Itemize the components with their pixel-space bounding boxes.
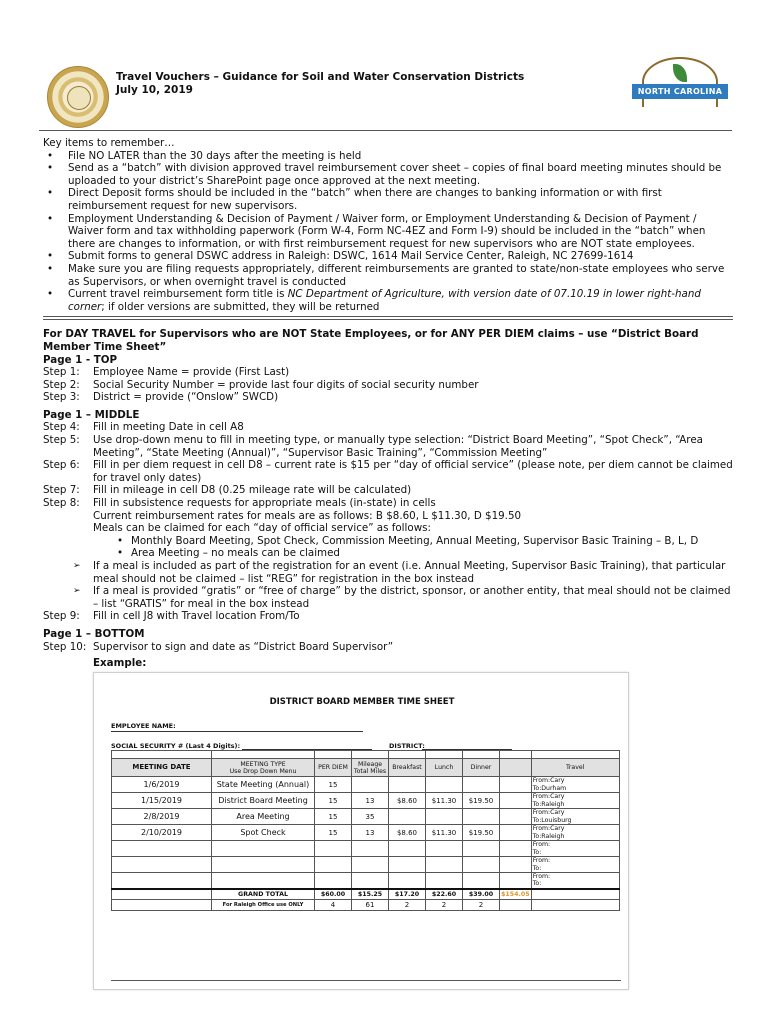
- step-label: Step 3:: [43, 391, 80, 404]
- travel-from: From:Cary: [532, 777, 565, 785]
- travel-from: From:Cary: [532, 825, 565, 833]
- cell-blank: [500, 857, 532, 873]
- cell-blank: [112, 889, 212, 900]
- travel-from: From:Cary: [532, 809, 565, 817]
- key-items-list: [43, 150, 733, 314]
- cell-dinner: [463, 873, 500, 889]
- cell-date: 2/8/2019: [112, 809, 212, 825]
- nc-logo-text: NORTH CAROLINA: [632, 84, 728, 99]
- meal-claim-item: • Area Meeting – no meals can be claimed: [93, 547, 733, 560]
- step-text: Social Security Number = provide last four digits of social security number: [93, 378, 479, 391]
- sheet-title: DISTRICT BOARD MEMBER TIME SHEET: [269, 697, 455, 707]
- step-text: Supervisor to sign and date as “District Board Supervisor”: [93, 640, 394, 653]
- cell-type: [212, 841, 315, 857]
- step-text: Use drop-down menu to fill in meeting type, or manually type selection: “District Board Meeting”, “Spot Check”, “Area Meeting”, “State Meeting (Annual)”, “Supervisor Basic Training”, “Commission Meeting”: [93, 434, 703, 459]
- cell-lunch: [426, 777, 463, 793]
- col-header-dinner: Dinner: [463, 759, 500, 777]
- col-header-blank: [500, 759, 532, 777]
- employee-name-label: EMPLOYEE NAME:: [111, 722, 176, 730]
- meal-exception-list: [73, 560, 733, 610]
- raleigh-office-row: [112, 900, 620, 911]
- cell-travel: [531, 857, 619, 873]
- sheet-bottom-line: [111, 980, 621, 981]
- meal-claim-item: • Monthly Board Meeting, Spot Check, Commission Meeting, Annual Meeting, Supervisor Basic Training – B, L, D: [93, 535, 733, 548]
- cell-blank: [112, 900, 212, 911]
- raleigh-mileage: 61: [352, 900, 389, 911]
- travel-to: To:: [532, 848, 542, 856]
- cell-lunch: [426, 809, 463, 825]
- table-spacer-row: [112, 751, 620, 759]
- col-header-lunch: Lunch: [426, 759, 463, 777]
- step-text: Employee Name = provide (First Last): [93, 366, 290, 379]
- travel-to: To:Raleigh: [532, 832, 565, 840]
- key-items-heading: Key items to remember…: [43, 137, 175, 149]
- cell-blank: [500, 841, 532, 857]
- cell-breakfast: [389, 873, 426, 889]
- cell-date: [112, 841, 212, 857]
- table-row: [112, 793, 620, 809]
- step-label: Step 8:: [43, 497, 80, 510]
- step-text: Fill in per diem request in cell D8 – current rate is $15 per “day of official service” (please note, per diem cannot be claimed for travel only dates): [93, 459, 733, 484]
- key-item: [43, 288, 733, 313]
- cell-per-diem: 15: [315, 793, 352, 809]
- cell-per-diem: 15: [315, 825, 352, 841]
- cell-blank: [500, 809, 532, 825]
- step: [43, 366, 733, 379]
- meal-exception-item: ➢ If a meal is provided “gratis” or “free of charge” by the district, sponsor, or another entity, that meal should not be claimed – list “GRATIS” for meal in the box instead: [73, 585, 733, 610]
- cell-type: Area Meeting: [212, 809, 315, 825]
- cell-per-diem: [315, 841, 352, 857]
- travel-to: To:: [532, 880, 542, 888]
- col-header-mileage: Mileage Total Miles: [352, 759, 389, 777]
- meal-claim-list: [93, 535, 733, 560]
- step-text: Fill in meeting Date in cell A8: [93, 421, 244, 434]
- step-label: Step 9:: [43, 610, 80, 623]
- grand-total-label: GRAND TOTAL: [212, 889, 315, 900]
- key-item: • Make sure you are filing requests appropriately, different reimbursements are granted to state/non-state employees who serve as Supervisors, or when overnight travel is conducted: [43, 263, 733, 288]
- cell-breakfast: $8.60: [389, 793, 426, 809]
- cell-mileage: [352, 777, 389, 793]
- cell-mileage: 35: [352, 809, 389, 825]
- nc-state-seal-icon: [47, 66, 109, 128]
- cell-dinner: $19.50: [463, 825, 500, 841]
- header-divider: [39, 130, 732, 131]
- col-header-breakfast: Breakfast: [389, 759, 426, 777]
- key-item-text: Current travel reimbursement form title is: [68, 288, 288, 301]
- cell-blank: [500, 825, 532, 841]
- step: [43, 434, 733, 459]
- step-text: Fill in mileage in cell D8 (0.25 mileage rate will be calculated): [93, 484, 412, 497]
- cell-blank: [531, 900, 619, 911]
- cell-lunch: $11.30: [426, 825, 463, 841]
- raleigh-per-diem: 4: [315, 900, 352, 911]
- time-sheet-table: [111, 750, 620, 911]
- example-time-sheet: [93, 672, 629, 990]
- travel-from: From:: [532, 873, 551, 880]
- meal-exception-item: ➢ If a meal is included as part of the registration for an event (i.e. Annual Meeting, Supervisor Basic Training), that particular meal should not be claimed – list “REG” for registration in the box instead: [73, 560, 733, 585]
- cell-blank: [531, 889, 619, 900]
- table-row: [112, 873, 620, 889]
- total-per-diem: $60.00: [315, 889, 352, 900]
- example-label: Example:: [93, 657, 147, 670]
- step: [43, 484, 733, 497]
- cell-breakfast: $8.60: [389, 825, 426, 841]
- table-row: [112, 841, 620, 857]
- cell-mileage: 13: [352, 793, 389, 809]
- cell-mileage: 13: [352, 825, 389, 841]
- cell-travel: [531, 841, 619, 857]
- travel-to: To:: [532, 864, 542, 872]
- table-header-row: [112, 759, 620, 777]
- step-text: Fill in subsistence requests for appropriate meals (in-state) in cells: [93, 497, 436, 510]
- cell-blank: [500, 777, 532, 793]
- step-label: Step 7:: [43, 484, 80, 497]
- col-header-date: MEETING DATE: [112, 759, 212, 777]
- table-row: [112, 777, 620, 793]
- col-header-type: MEETING TYPE Use Drop Down Menu: [212, 759, 315, 777]
- document-body: [43, 137, 733, 670]
- cell-date: 2/10/2019: [112, 825, 212, 841]
- step: [43, 379, 733, 392]
- col-header-per-diem: PER DIEM: [315, 759, 352, 777]
- travel-to: To:Louisburg: [532, 816, 572, 824]
- meal-rates: Current reimbursement rates for meals are as follows: B $8.60, L $11.30, D $19.50: [93, 509, 522, 522]
- cell-type: [212, 873, 315, 889]
- total-dinner: $39.00: [463, 889, 500, 900]
- cell-breakfast: [389, 809, 426, 825]
- cell-lunch: [426, 857, 463, 873]
- step-label: Step 5:: [43, 434, 80, 447]
- grand-total-amount: $154.05: [500, 889, 532, 900]
- cell-blank: [500, 873, 532, 889]
- page-middle-heading: Page 1 – MIDDLE: [43, 408, 140, 421]
- cell-date: 1/6/2019: [112, 777, 212, 793]
- soil-water-logo-icon: [628, 57, 732, 107]
- cell-date: 1/15/2019: [112, 793, 212, 809]
- raleigh-dinner: 2: [463, 900, 500, 911]
- key-item-form-title: NC Department of Agriculture, with version date of 07.10.19 in lower right-hand corner: [68, 288, 701, 313]
- cell-dinner: [463, 857, 500, 873]
- total-mileage: $15.25: [352, 889, 389, 900]
- cell-travel: [531, 793, 619, 809]
- employee-name-line: [111, 731, 363, 732]
- raleigh-office-label: For Raleigh Office use ONLY: [212, 900, 315, 911]
- cell-type: State Meeting (Annual): [212, 777, 315, 793]
- travel-to: To:Durham: [532, 784, 567, 792]
- raleigh-lunch: 2: [426, 900, 463, 911]
- key-item: • File NO LATER than the 30 days after the meeting is held: [43, 150, 733, 163]
- section-divider: [43, 319, 733, 320]
- key-item: • Direct Deposit forms should be included in the “batch” when there are changes to banking information or with first reimbursement request for new supervisors.: [43, 187, 733, 212]
- cell-mileage: [352, 857, 389, 873]
- page-bottom-heading: Page 1 – BOTTOM: [43, 627, 145, 640]
- raleigh-breakfast: 2: [389, 900, 426, 911]
- cell-per-diem: [315, 857, 352, 873]
- total-lunch: $22.60: [426, 889, 463, 900]
- cell-lunch: $11.30: [426, 793, 463, 809]
- step: [43, 459, 733, 484]
- cell-travel: [531, 777, 619, 793]
- step-text: District = provide (“Onslow” SWCD): [93, 391, 279, 404]
- step-label: Step 2:: [43, 378, 80, 391]
- travel-from: From:Cary: [532, 793, 565, 801]
- cell-type: District Board Meeting: [212, 793, 315, 809]
- page-top-heading: Page 1 - TOP: [43, 353, 118, 366]
- title-line-1: Travel Vouchers – Guidance for Soil and Water Conservation Districts: [116, 71, 525, 83]
- cell-blank: [500, 900, 532, 911]
- key-item-text: ; if older versions are submitted, they will be returned: [101, 300, 380, 313]
- grand-total-row: [112, 889, 620, 900]
- meal-claim-note: Meals can be claimed for each “day of official service” as follows:: [93, 522, 431, 535]
- key-item: • Employment Understanding & Decision of Payment / Waiver form, or Employment Understanding & Decision of Payment / Waiver form and tax withholding paperwork (Form W-4, Form NC-4EZ and Form I-9) should be included in the “batch” when there are changes to information, or with first reimbursement request for new supervisors who are NOT state employees.: [43, 213, 733, 251]
- cell-type: [212, 857, 315, 873]
- district-label: DISTRICT:: [389, 742, 425, 750]
- col-header-travel: Travel: [531, 759, 619, 777]
- cell-dinner: [463, 841, 500, 857]
- key-item: • Send as a “batch” with division approved travel reimbursement cover sheet – copies of final board meeting minutes should be uploaded to your district’s SharePoint page once approved at the next meeting.: [43, 162, 733, 187]
- step-label: Step 4:: [43, 421, 80, 434]
- cell-dinner: [463, 809, 500, 825]
- cell-dinner: $19.50: [463, 793, 500, 809]
- cell-travel: [531, 873, 619, 889]
- document-header: [0, 0, 770, 135]
- travel-from: From:: [532, 841, 551, 849]
- step-label: Step 1:: [43, 366, 80, 379]
- cell-travel: [531, 825, 619, 841]
- step: [43, 610, 733, 623]
- title-line-2: July 10, 2019: [116, 84, 193, 96]
- cell-blank: [500, 793, 532, 809]
- cell-per-diem: 15: [315, 809, 352, 825]
- cell-lunch: [426, 841, 463, 857]
- document-title: [116, 71, 524, 97]
- ssn-label: SOCIAL SECURITY # (Last 4 Digits):: [111, 742, 241, 750]
- cell-mileage: [352, 841, 389, 857]
- cell-travel: [531, 809, 619, 825]
- step: [43, 391, 733, 404]
- cell-per-diem: 15: [315, 777, 352, 793]
- table-row: [112, 809, 620, 825]
- key-item: • Submit forms to general DSWC address in Raleigh: DSWC, 1614 Mail Service Center, Raleigh, NC 27699-1614: [43, 250, 733, 263]
- cell-mileage: [352, 873, 389, 889]
- cell-dinner: [463, 777, 500, 793]
- travel-to: To:Raleigh: [532, 800, 565, 808]
- step: [43, 641, 733, 654]
- travel-from: From:: [532, 857, 551, 865]
- cell-breakfast: [389, 777, 426, 793]
- step-text: Fill in cell J8 with Travel location From/To: [93, 610, 300, 623]
- step: [43, 421, 733, 434]
- cell-per-diem: [315, 873, 352, 889]
- cell-breakfast: [389, 857, 426, 873]
- table-row: [112, 825, 620, 841]
- table-row: [112, 857, 620, 873]
- cell-breakfast: [389, 841, 426, 857]
- step-label: Step 6:: [43, 459, 80, 472]
- step: [43, 497, 733, 510]
- cell-date: [112, 857, 212, 873]
- step-label: Step 10:: [43, 640, 87, 653]
- total-breakfast: $17.20: [389, 889, 426, 900]
- cell-type: Spot Check: [212, 825, 315, 841]
- day-travel-heading: For DAY TRAVEL for Supervisors who are NOT State Employees, or for ANY PER DIEM claims – use “District Board Member Time Sheet”: [43, 328, 699, 353]
- cell-lunch: [426, 873, 463, 889]
- cell-date: [112, 873, 212, 889]
- section-divider: [43, 316, 733, 317]
